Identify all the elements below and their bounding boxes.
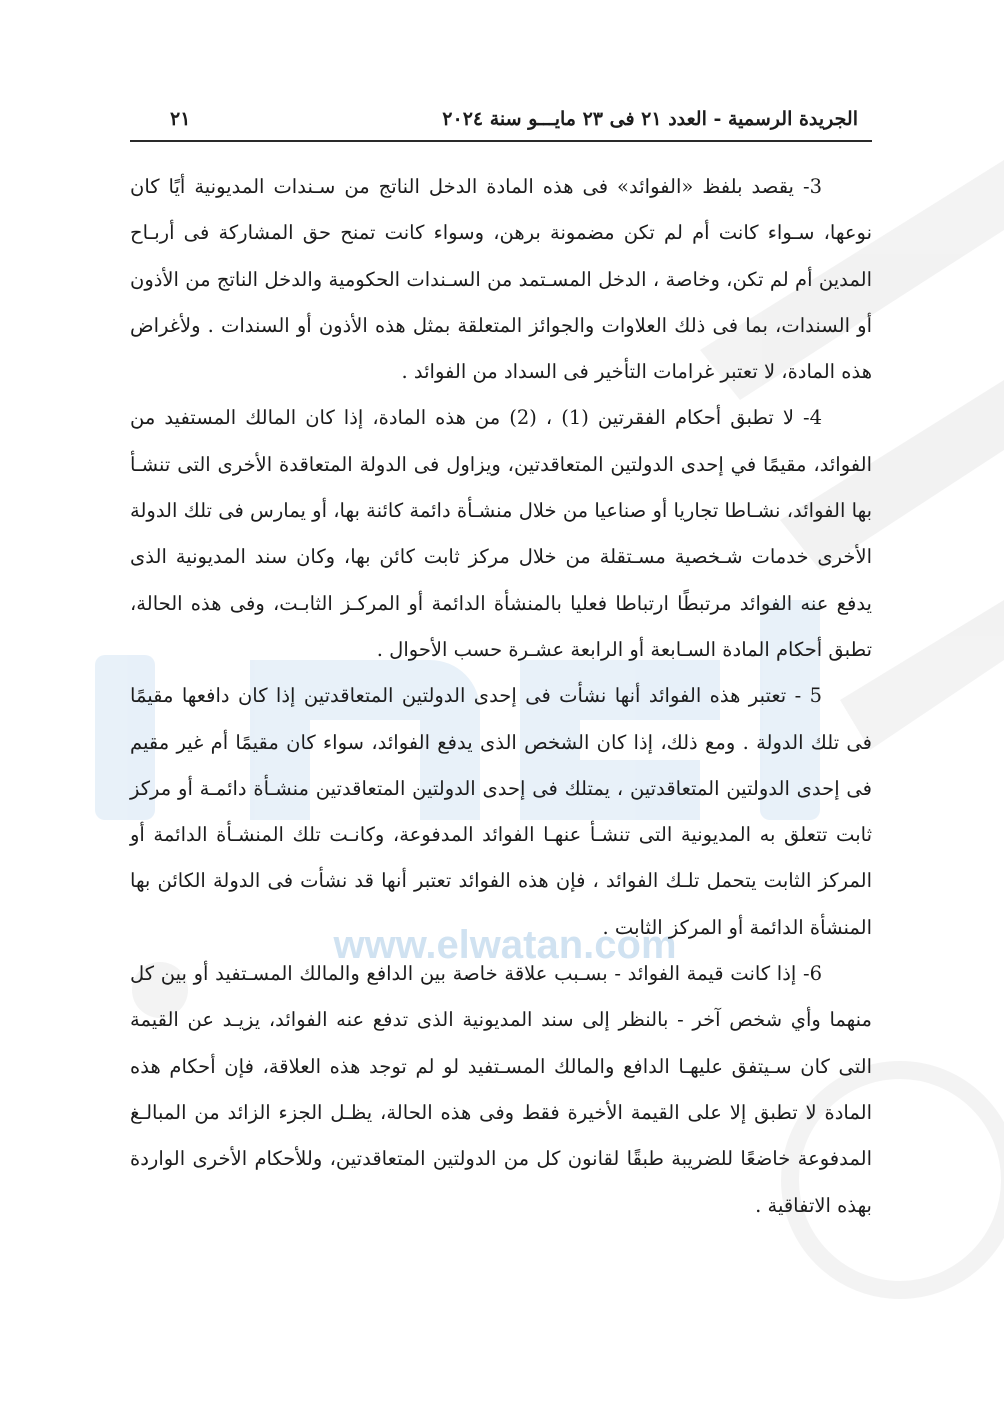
paragraph-clause-6: 6- إذا كانت قيمة الفوائد - بسـبب علاقة خاصة بين الدافع والمالك المسـتفيد أو بين كل منهما وأي شخص آخر - بالنظر إلى سند المديونية الذى تدفع عنه الفوائد، يزيـد عن القيمة التى كان سـيتفق عليهـا الدافع والمالك المسـتفيد لو لم توجد هذه العلاقة، فإن أحكام هذه المادة لا تطبق إلا على القيمة الأخيرة فقط وفى هذه الحالة، يظـل الجزء الزائد من المبالـغ المدفوعة خاضعًا للضريبة طبقًا لقانون كل من الدولتين المتعاقدتين، وللأحكام الأخرى الواردة بهذه الاتفاقية . [130,962,872,1217]
page-number: ٢١ [170,108,191,130]
page-header [130,108,872,142]
document-page [130,108,872,1229]
paragraph-clause-3: 3- يقصد بلفظ «الفوائد» فى هذه المادة الدخل الناتج من سـندات المديونية أيًا كان نوعها، سـواء كانت أم لم تكن مضمونة برهن، وسواء كانت تمنح حق المشاركة فى أربـاح المدين أم لم تكن، وخاصة ، الدخل المسـتمد من السـندات الحكومية والدخل الناتج من الأذون أو السندات، بما فى ذلك العلاوات والجوائز المتعلقة بمثل هذه الأذون أو السندات . ولأغراض هذه المادة، لا تعتبر غرامات التأخير فى السداد من الفوائد . [130,175,872,384]
paragraph-clause-5: 5 - تعتبر هذه الفوائد أنها نشأت فى إحدى الدولتين المتعاقدتين إذا كان دافعها مقيمًا فى تلك الدولة . ومع ذلك، إذا كان الشخص الذى يدفع الفوائد، سواء كان مقيمًا أم غير مقيم فى إحدى الدولتين المتعاقدتين ، يمتلك فى إحدى الدولتين المتعاقدتين منشـأة دائمـة أو مركز ثابت تتعلق به المديونية التى تنشـأ عنهـا الفوائد المدفوعة، وكانـت تلك المنشـأة الدائمة أو المركز الثابت يتحمل تلـك الفوائد ، فإن هذه الفوائد تعتبر أنها قد نشأت فى الدولة الكائن بها المنشأة الدائمة أو المركز الثابت . [130,684,872,939]
watermark-text: www.elwatan.com [333,923,677,967]
gazette-title: الجريدة الرسمية - العدد ٢١ فى ٢٣ مايـــو سنة ٢٠٢٤ [442,108,858,130]
document-body [130,164,872,1229]
paragraph-clause-4: 4- لا تطبق أحكام الفقرتين (1) ، (2) من هذه المادة، إذا كان المالك المستفيد من الفوائد، مقيمًا في إحدى الدولتين المتعاقدتين، ويزاول فى الدولة المتعاقدة الأخرى التى تنشـأ بها الفوائد، نشـاطا تجاريا أو صناعيا من خلال منشـأة دائمة كائنة بها، أو يمارس فى تلك الدولة الأخرى خدمات شـخصية مسـتقلة من خلال مركز ثابت كائن بها، وكان سند المديونية الذى يدفع عنه الفوائد مرتبطًا ارتباطا فعليا بالمنشأة الدائمة أو المركـز الثابـت، وفى هذه الحالة، تطبق أحكام المادة السـابعة أو الرابعة عشـرة حسب الأحوال . [130,406,872,661]
